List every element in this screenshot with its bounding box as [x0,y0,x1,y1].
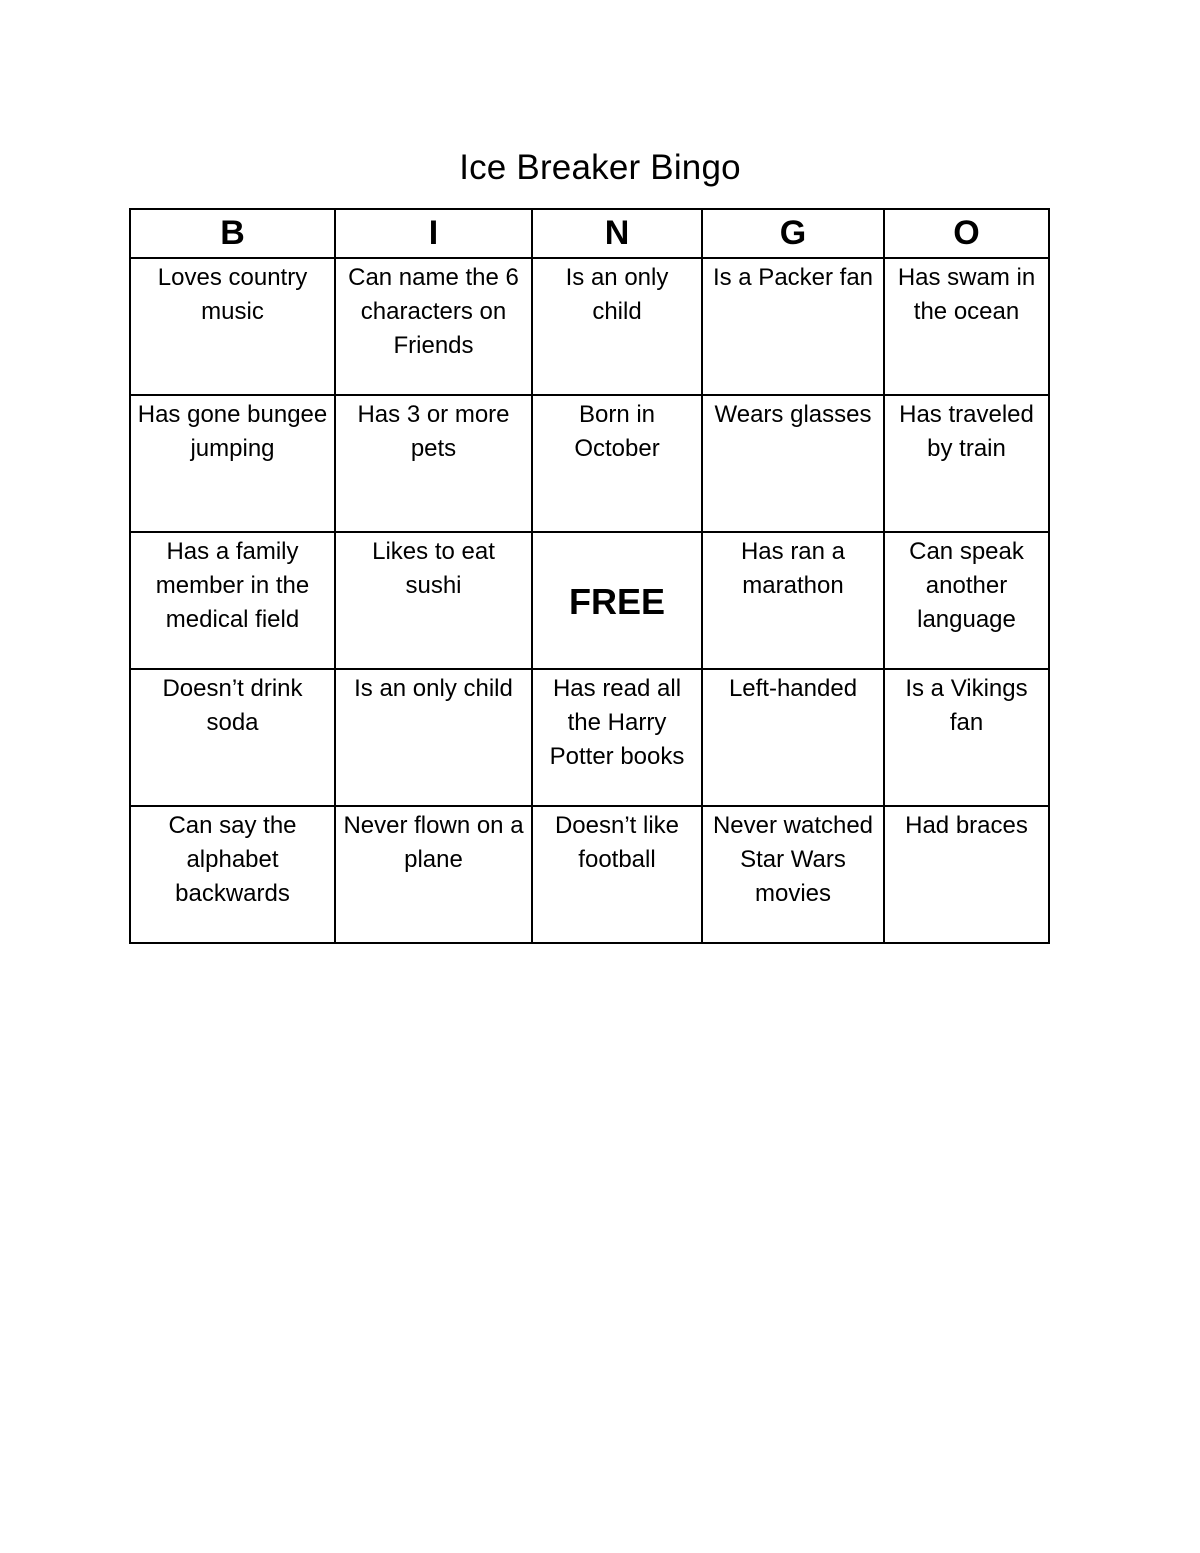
bingo-cell: Has ran a marathon [702,532,884,669]
bingo-cell: Never watched Star Wars movies [702,806,884,943]
column-header-n: N [532,209,702,258]
bingo-cell: Doesn’t like football [532,806,702,943]
bingo-cell: Can speak another language [884,532,1049,669]
bingo-cell: Has swam in the ocean [884,258,1049,395]
bingo-card [129,208,1050,944]
bingo-cell: Wears glasses [702,395,884,532]
bingo-row [130,806,1049,943]
bingo-cell: Can say the alphabet backwards [130,806,335,943]
bingo-cell: Is a Vikings fan [884,669,1049,806]
bingo-cell: Has traveled by train [884,395,1049,532]
bingo-cell: Is an only child [532,258,702,395]
bingo-cell: Likes to eat sushi [335,532,532,669]
bingo-row [130,669,1049,806]
column-header-b: B [130,209,335,258]
bingo-header-row [130,209,1049,258]
bingo-cell: Is a Packer fan [702,258,884,395]
bingo-cell: Doesn’t drink soda [130,669,335,806]
bingo-cell: Born in October [532,395,702,532]
bingo-row [130,532,1049,669]
bingo-row [130,258,1049,395]
free-space-cell: FREE [532,532,702,669]
bingo-row [130,395,1049,532]
page-title: Ice Breaker Bingo [459,148,741,187]
bingo-cell: Had braces [884,806,1049,943]
column-header-i: I [335,209,532,258]
bingo-cell: Left-handed [702,669,884,806]
bingo-cell: Has gone bungee jumping [130,395,335,532]
bingo-cell: Loves country music [130,258,335,395]
bingo-cell: Can name the 6 characters on Friends [335,258,532,395]
column-header-o: O [884,209,1049,258]
column-header-g: G [702,209,884,258]
bingo-cell: Has 3 or more pets [335,395,532,532]
bingo-cell: Is an only child [335,669,532,806]
bingo-cell: Has a family member in the medical field [130,532,335,669]
bingo-cell: Has read all the Harry Potter books [532,669,702,806]
bingo-cell: Never flown on a plane [335,806,532,943]
